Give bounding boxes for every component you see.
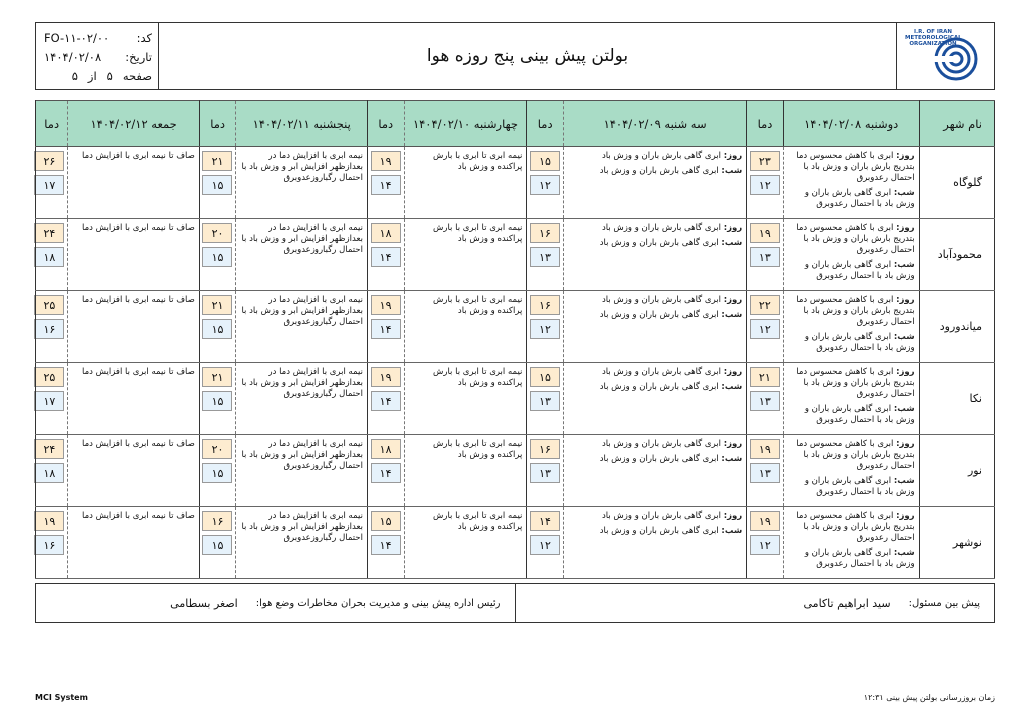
day-temperature: ۱۶ xyxy=(530,223,560,243)
night-temperature: ۱۴ xyxy=(371,175,401,195)
day-temperature: ۱۹ xyxy=(371,151,401,171)
night-label: شب: xyxy=(721,310,743,320)
temperature-cell xyxy=(747,147,784,219)
forecast-text: صاف تا نیمه ابری با افزایش دما xyxy=(82,151,195,161)
night-temperature: ۱۶ xyxy=(34,535,64,555)
forecast-cell xyxy=(564,291,747,363)
table-header-row xyxy=(36,101,995,147)
temperature-cell xyxy=(36,363,68,435)
document-info xyxy=(36,23,159,89)
temperature-cell xyxy=(367,291,404,363)
table-row xyxy=(36,147,995,219)
temperature-cell xyxy=(367,435,404,507)
night-temperature: ۱۵ xyxy=(202,319,232,339)
forecast-cell xyxy=(68,147,199,219)
update-time xyxy=(864,693,995,702)
forecast-cell xyxy=(68,363,199,435)
temperature-cell xyxy=(36,435,68,507)
temperature-cell xyxy=(367,219,404,291)
day-temperature: ۱۹ xyxy=(34,511,64,531)
column-header-day-1: دوشنبه ۱۴۰۴/۰۲/۰۸ xyxy=(783,101,919,147)
day-temperature: ۲۵ xyxy=(34,295,64,315)
night-temperature: ۱۲ xyxy=(750,535,780,555)
city-name: نور xyxy=(919,435,994,507)
day-temperature: ۱۵ xyxy=(530,367,560,387)
night-temperature: ۱۴ xyxy=(371,463,401,483)
column-header-temp-4: دما xyxy=(199,101,236,147)
night-label: شب: xyxy=(721,526,743,536)
page-of: از xyxy=(87,69,97,83)
column-header-day-2: سه شنبه ۱۴۰۴/۰۲/۰۹ xyxy=(564,101,747,147)
table-row xyxy=(36,363,995,435)
forecast-cell xyxy=(783,147,919,219)
day-temperature: ۲۳ xyxy=(750,151,780,171)
night-forecast: ابری گاهی بارش باران و وزش باد با احتمال رعدوبرق xyxy=(804,188,915,209)
forecast-cell xyxy=(236,507,367,579)
night-temperature: ۱۶ xyxy=(34,319,64,339)
forecast-cell xyxy=(783,435,919,507)
forecaster-section xyxy=(516,584,995,622)
night-temperature: ۱۴ xyxy=(371,319,401,339)
day-temperature: ۱۹ xyxy=(750,439,780,459)
forecast-cell xyxy=(236,435,367,507)
temperature-cell xyxy=(36,291,68,363)
day-forecast: ابری گاهی بارش باران و وزش باد xyxy=(601,295,721,305)
forecast-cell xyxy=(564,219,747,291)
night-temperature: ۱۵ xyxy=(202,247,232,267)
forecast-text: نیمه ابری تا ابری با بارش پراکنده و وزش باد xyxy=(432,439,523,460)
forecast-cell xyxy=(404,147,527,219)
day-forecast: ابری گاهی بارش باران و وزش باد xyxy=(601,511,721,521)
code-value: FO-۱۱-۰۲/۰۰ xyxy=(44,31,110,45)
forecast-cell xyxy=(564,147,747,219)
day-label: روز: xyxy=(896,439,915,449)
update-value: ۱۲:۳۱ xyxy=(863,693,884,702)
forecast-cell xyxy=(68,435,199,507)
system-name: MCI System xyxy=(35,693,88,702)
page-label: صفحه xyxy=(122,69,152,83)
update-label: زمان بروزرسانی بولتن پیش بینی xyxy=(886,693,995,702)
bulletin-header xyxy=(35,22,995,90)
night-forecast: ابری گاهی بارش باران و وزش باد xyxy=(599,382,719,392)
day-label: روز: xyxy=(723,511,743,521)
table-row xyxy=(36,291,995,363)
city-name: گلوگاه xyxy=(919,147,994,219)
night-forecast: ابری گاهی بارش باران و وزش باد با احتمال رعدوبرق xyxy=(804,548,915,569)
day-label: روز: xyxy=(723,223,743,233)
night-forecast: ابری گاهی بارش باران و وزش باد xyxy=(599,526,719,536)
night-temperature: ۱۷ xyxy=(34,175,64,195)
forecast-text: نیمه ابری با افزایش دما در بعدازظهر افزایش ابر و وزش باد با احتمال رگباروزعدوبرق xyxy=(241,151,363,183)
night-temperature: ۱۴ xyxy=(371,391,401,411)
night-label: شب: xyxy=(893,332,915,342)
day-temperature: ۱۹ xyxy=(371,367,401,387)
page-title: بولتن پیش بینی پنج روزه هوا xyxy=(426,46,629,66)
temperature-cell xyxy=(367,147,404,219)
forecast-text: صاف تا نیمه ابری با افزایش دما xyxy=(82,511,195,521)
forecast-cell xyxy=(783,363,919,435)
night-temperature: ۱۳ xyxy=(530,463,560,483)
forecast-cell xyxy=(236,147,367,219)
night-temperature: ۱۳ xyxy=(750,463,780,483)
day-temperature: ۲۵ xyxy=(34,367,64,387)
day-forecast: ابری گاهی بارش باران و وزش باد xyxy=(601,151,721,161)
temperature-cell xyxy=(747,435,784,507)
forecast-text: صاف تا نیمه ابری با افزایش دما xyxy=(82,439,195,449)
temperature-cell xyxy=(36,219,68,291)
temperature-cell xyxy=(199,363,236,435)
code-label: کد: xyxy=(136,31,152,45)
day-label: روز: xyxy=(896,223,915,233)
city-name: میاندورود xyxy=(919,291,994,363)
forecast-cell xyxy=(404,435,527,507)
temperature-cell xyxy=(747,507,784,579)
day-forecast: ابری با کاهش محسوس دما بتدریج بارش باران و وزش باد با احتمال رعدوبرق xyxy=(796,511,915,543)
forecast-cell xyxy=(404,507,527,579)
forecast-table xyxy=(35,100,995,579)
forecast-cell xyxy=(783,291,919,363)
forecast-text: نیمه ابری با افزایش دما در بعدازظهر افزایش ابر و وزش باد با احتمال رگباروزعدوبرق xyxy=(241,367,363,399)
table-row xyxy=(36,219,995,291)
day-temperature: ۲۱ xyxy=(202,151,232,171)
forecast-cell xyxy=(404,291,527,363)
day-temperature: ۲۶ xyxy=(34,151,64,171)
night-forecast: ابری گاهی بارش باران و وزش باد xyxy=(599,238,719,248)
day-label: روز: xyxy=(723,295,743,305)
signature-footer xyxy=(35,583,995,623)
column-header-day-5: جمعه ۱۴۰۴/۰۲/۱۲ xyxy=(68,101,199,147)
day-temperature: ۱۵ xyxy=(371,511,401,531)
night-temperature: ۱۷ xyxy=(34,391,64,411)
night-label: شب: xyxy=(893,548,915,558)
day-temperature: ۱۶ xyxy=(202,511,232,531)
temperature-cell xyxy=(199,219,236,291)
temperature-cell xyxy=(747,363,784,435)
forecast-text: نیمه ابری با افزایش دما در بعدازظهر افزایش ابر و وزش باد با احتمال رگباروزعدوبرق xyxy=(241,223,363,255)
day-temperature: ۱۹ xyxy=(371,295,401,315)
temperature-cell xyxy=(367,507,404,579)
day-forecast: ابری گاهی بارش باران و وزش باد xyxy=(601,367,721,377)
column-header-day-4: پنجشنبه ۱۴۰۴/۰۲/۱۱ xyxy=(236,101,367,147)
night-label: شب: xyxy=(721,382,743,392)
day-forecast: ابری گاهی بارش باران و وزش باد xyxy=(601,439,721,449)
night-forecast: ابری گاهی بارش باران و وزش باد xyxy=(599,310,719,320)
night-temperature: ۱۵ xyxy=(202,391,232,411)
day-temperature: ۱۹ xyxy=(750,223,780,243)
day-forecast: ابری با کاهش محسوس دما بتدریج بارش باران و وزش باد با احتمال رعدوبرق xyxy=(796,439,915,471)
day-temperature: ۱۴ xyxy=(530,511,560,531)
day-forecast: ابری با کاهش محسوس دما بتدریج بارش باران و وزش باد با احتمال رعدوبرق xyxy=(796,151,915,183)
temperature-cell xyxy=(527,147,564,219)
day-label: روز: xyxy=(896,295,915,305)
day-temperature: ۲۰ xyxy=(202,223,232,243)
temperature-cell xyxy=(527,507,564,579)
head-label: رئیس اداره پیش بینی و مدیریت بحران مخاطرات وضع هوا: xyxy=(255,597,501,609)
night-temperature: ۱۲ xyxy=(530,319,560,339)
day-label: روز: xyxy=(723,439,743,449)
night-temperature: ۱۵ xyxy=(202,175,232,195)
temperature-cell xyxy=(36,147,68,219)
temperature-cell xyxy=(199,507,236,579)
forecast-cell xyxy=(68,219,199,291)
night-forecast: ابری گاهی بارش باران و وزش باد با احتمال رعدوبرق xyxy=(804,404,915,425)
day-temperature: ۱۶ xyxy=(530,295,560,315)
temperature-cell xyxy=(527,291,564,363)
city-name: محمودآباد xyxy=(919,219,994,291)
day-temperature: ۱۹ xyxy=(750,511,780,531)
night-temperature: ۱۴ xyxy=(371,535,401,555)
night-temperature: ۱۸ xyxy=(34,463,64,483)
night-forecast: ابری گاهی بارش باران و وزش باد با احتمال رعدوبرق xyxy=(804,332,915,353)
column-header-temp-5: دما xyxy=(36,101,68,147)
day-forecast: ابری با کاهش محسوس دما بتدریج بارش باران و وزش باد با احتمال رعدوبرق xyxy=(796,295,915,327)
table-row xyxy=(36,435,995,507)
temperature-cell xyxy=(367,363,404,435)
forecast-cell xyxy=(68,291,199,363)
night-temperature: ۱۲ xyxy=(530,535,560,555)
forecast-text: صاف تا نیمه ابری با افزایش دما xyxy=(82,367,195,377)
forecast-text: نیمه ابری تا ابری با بارش پراکنده و وزش باد xyxy=(432,367,523,388)
forecast-text: صاف تا نیمه ابری با افزایش دما xyxy=(82,223,195,233)
night-label: شب: xyxy=(721,454,743,464)
night-temperature: ۱۲ xyxy=(530,175,560,195)
temperature-cell xyxy=(747,291,784,363)
day-label: روز: xyxy=(723,151,743,161)
head-name: اصغر بسطامی xyxy=(170,596,238,610)
night-temperature: ۱۴ xyxy=(371,247,401,267)
forecast-text: صاف تا نیمه ابری با افزایش دما xyxy=(82,295,195,305)
day-temperature: ۲۱ xyxy=(750,367,780,387)
column-header-temp-1: دما xyxy=(747,101,784,147)
temperature-cell xyxy=(199,435,236,507)
forecast-text: نیمه ابری تا ابری با بارش پراکنده و وزش باد xyxy=(432,295,523,316)
date-value: ۱۴۰۴/۰۲/۰۸ xyxy=(44,50,102,64)
forecast-cell xyxy=(236,291,367,363)
forecaster-label: پیش بین مسئول: xyxy=(908,597,980,609)
day-temperature: ۱۸ xyxy=(371,439,401,459)
forecast-text: نیمه ابری با افزایش دما در بعدازظهر افزایش ابر و وزش باد با احتمال رگباروزعدوبرق xyxy=(241,439,363,471)
day-temperature: ۲۱ xyxy=(202,295,232,315)
forecast-text: نیمه ابری تا ابری با بارش پراکنده و وزش باد xyxy=(432,511,523,532)
night-temperature: ۱۳ xyxy=(530,391,560,411)
day-temperature: ۲۱ xyxy=(202,367,232,387)
head-section xyxy=(36,584,516,622)
night-temperature: ۱۵ xyxy=(202,463,232,483)
temperature-cell xyxy=(747,219,784,291)
forecast-cell xyxy=(68,507,199,579)
day-forecast: ابری با کاهش محسوس دما بتدریج بارش باران و وزش باد با احتمال رعدوبرق xyxy=(796,223,915,255)
night-forecast: ابری گاهی بارش باران و وزش باد با احتمال رعدوبرق xyxy=(804,476,915,497)
city-name: نوشهر xyxy=(919,507,994,579)
temperature-cell xyxy=(527,219,564,291)
forecast-text: نیمه ابری با افزایش دما در بعدازظهر افزایش ابر و وزش باد با احتمال رگباروزعدوبرق xyxy=(241,511,363,543)
column-header-temp-2: دما xyxy=(527,101,564,147)
night-temperature: ۱۲ xyxy=(750,175,780,195)
logo xyxy=(896,23,994,89)
day-temperature: ۲۴ xyxy=(34,223,64,243)
day-temperature: ۲۲ xyxy=(750,295,780,315)
day-forecast: ابری با کاهش محسوس دما بتدریج بارش باران و وزش باد با احتمال رعدوبرق xyxy=(796,367,915,399)
forecast-text: نیمه ابری با افزایش دما در بعدازظهر افزایش ابر و وزش باد با احتمال رگباروزعدوبرق xyxy=(241,295,363,327)
forecast-cell xyxy=(564,435,747,507)
page-current: ۵ xyxy=(106,69,113,83)
temperature-cell xyxy=(36,507,68,579)
night-temperature: ۱۸ xyxy=(34,247,64,267)
night-temperature: ۱۳ xyxy=(750,247,780,267)
temperature-cell xyxy=(199,291,236,363)
forecast-text: نیمه ابری تا ابری با بارش پراکنده و وزش باد xyxy=(432,151,523,172)
day-temperature: ۱۶ xyxy=(530,439,560,459)
day-temperature: ۲۴ xyxy=(34,439,64,459)
day-label: روز: xyxy=(896,367,915,377)
day-label: روز: xyxy=(896,151,915,161)
day-temperature: ۱۸ xyxy=(371,223,401,243)
night-label: شب: xyxy=(721,166,743,176)
forecast-cell xyxy=(564,363,747,435)
logo-text: I.R. OF IRAN METEOROLOGICAL ORGANIZATION xyxy=(905,29,962,47)
date-label: تاریخ: xyxy=(125,50,152,64)
night-temperature: ۱۲ xyxy=(750,319,780,339)
forecast-cell xyxy=(404,219,527,291)
forecast-cell xyxy=(236,219,367,291)
forecast-cell xyxy=(236,363,367,435)
day-temperature: ۲۰ xyxy=(202,439,232,459)
day-label: روز: xyxy=(723,367,743,377)
night-label: شب: xyxy=(893,260,915,270)
column-header-day-3: چهارشنبه ۱۴۰۴/۰۲/۱۰ xyxy=(404,101,527,147)
temperature-cell xyxy=(527,363,564,435)
night-forecast: ابری گاهی بارش باران و وزش باد xyxy=(599,166,719,176)
forecaster-name: سید ابراهیم تاکامی xyxy=(803,596,891,610)
night-forecast: ابری گاهی بارش باران و وزش باد با احتمال رعدوبرق xyxy=(804,260,915,281)
forecast-cell xyxy=(783,219,919,291)
night-label: شب: xyxy=(893,476,915,486)
forecast-cell xyxy=(404,363,527,435)
night-temperature: ۱۳ xyxy=(750,391,780,411)
table-row xyxy=(36,507,995,579)
column-header-city: نام شهر xyxy=(919,101,994,147)
temperature-cell xyxy=(199,147,236,219)
forecast-cell xyxy=(564,507,747,579)
temperature-cell xyxy=(527,435,564,507)
day-forecast: ابری گاهی بارش باران و وزش باد xyxy=(601,223,721,233)
night-label: شب: xyxy=(893,188,915,198)
forecast-text: نیمه ابری تا ابری با بارش پراکنده و وزش باد xyxy=(432,223,523,244)
forecast-cell xyxy=(783,507,919,579)
night-temperature: ۱۳ xyxy=(530,247,560,267)
night-label: شب: xyxy=(893,404,915,414)
day-label: روز: xyxy=(896,511,915,521)
night-temperature: ۱۵ xyxy=(202,535,232,555)
city-name: نکا xyxy=(919,363,994,435)
night-label: شب: xyxy=(721,238,743,248)
night-forecast: ابری گاهی بارش باران و وزش باد xyxy=(599,454,719,464)
day-temperature: ۱۵ xyxy=(530,151,560,171)
page-total: ۵ xyxy=(71,69,78,83)
column-header-temp-3: دما xyxy=(367,101,404,147)
